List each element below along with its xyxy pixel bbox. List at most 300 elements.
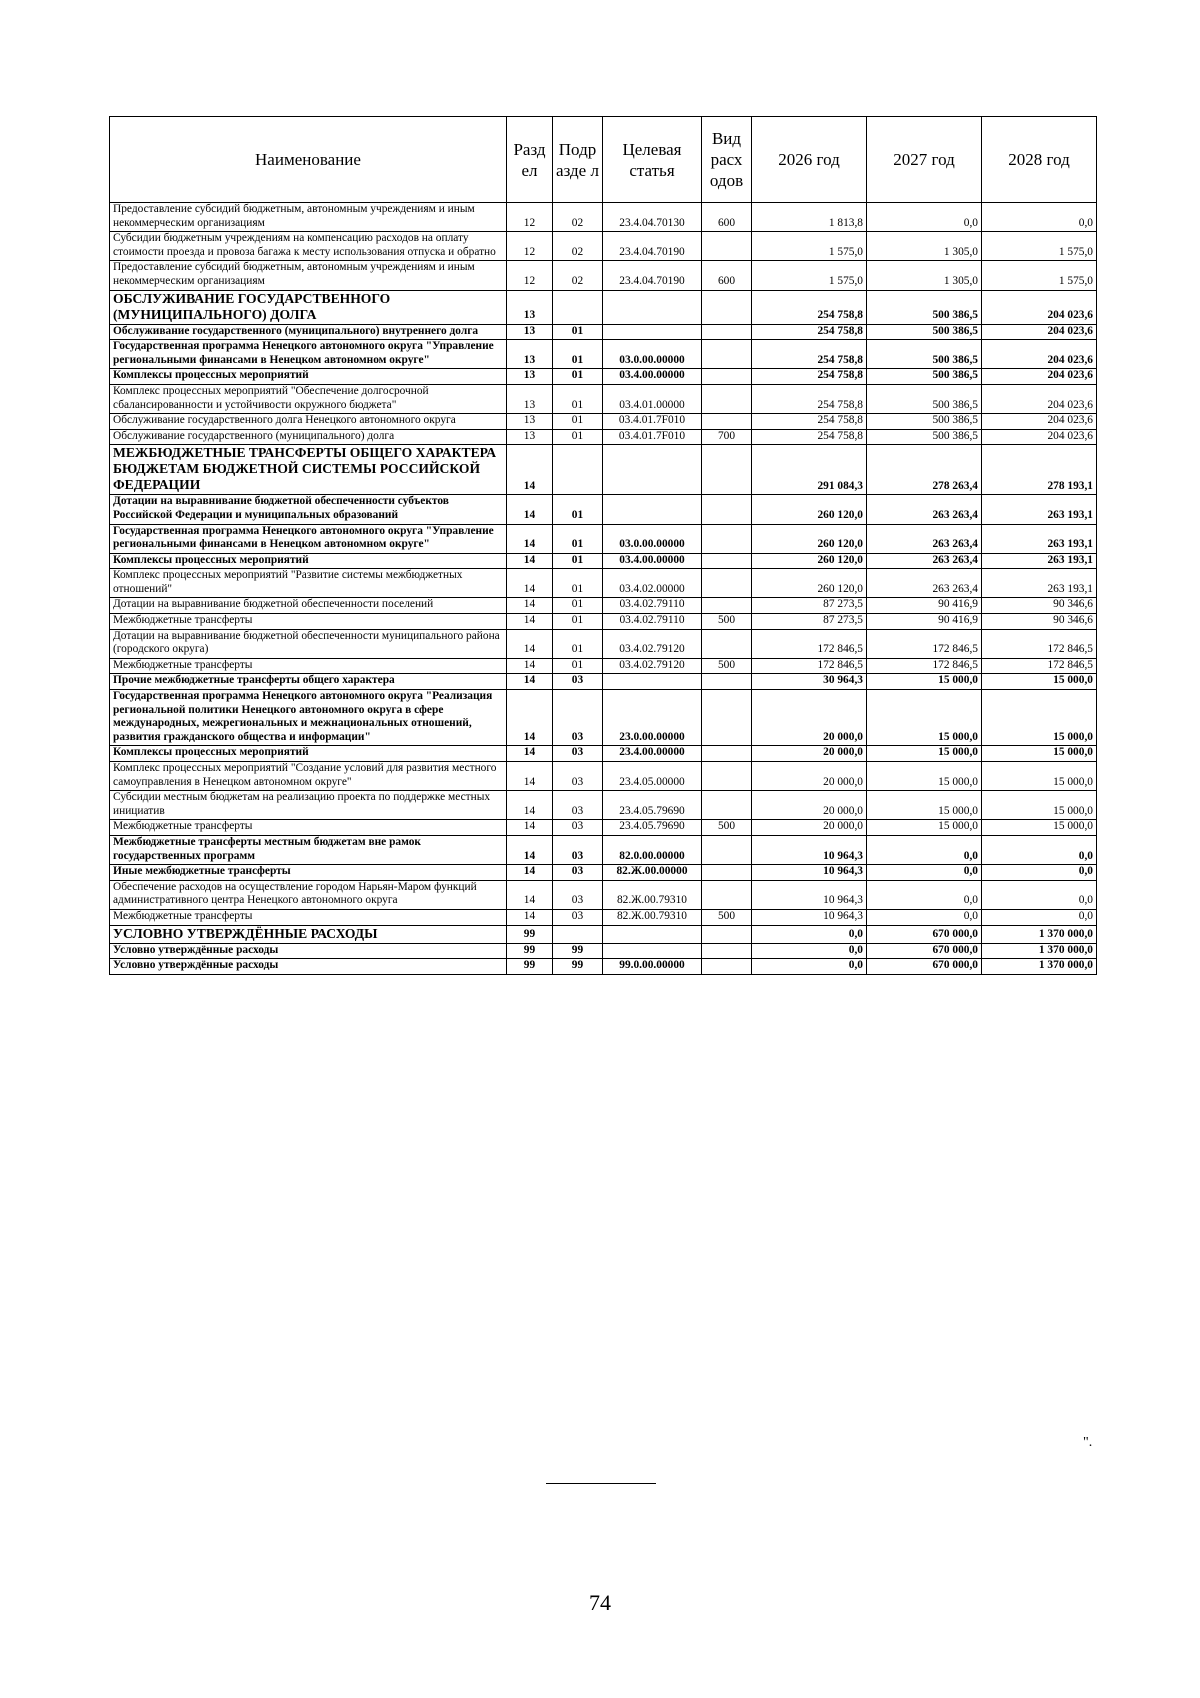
- cell-year-2028: 15 000,0: [982, 762, 1097, 791]
- cell-target-article: 03.4.02.79120: [603, 629, 702, 658]
- cell-year-2028: 1 370 000,0: [982, 943, 1097, 959]
- cell-razdel: 14: [507, 495, 553, 524]
- cell-year-2026: 0,0: [752, 959, 867, 975]
- cell-expense-type: 700: [702, 429, 752, 445]
- cell-name: Иные межбюджетные трансферты: [110, 865, 507, 881]
- table-row: [110, 943, 1097, 959]
- cell-year-2027: 15 000,0: [867, 674, 982, 690]
- table-row: [110, 865, 1097, 881]
- cell-name: Комплексы процессных мероприятий: [110, 553, 507, 569]
- cell-year-2027: 670 000,0: [867, 943, 982, 959]
- cell-name: Межбюджетные трансферты: [110, 658, 507, 674]
- cell-year-2028: 15 000,0: [982, 690, 1097, 746]
- cell-expense-type: [702, 369, 752, 385]
- cell-year-2026: 87 273,5: [752, 598, 867, 614]
- cell-podrazdel: 01: [553, 324, 603, 340]
- cell-expense-type: [702, 690, 752, 746]
- cell-year-2027: 90 416,9: [867, 598, 982, 614]
- cell-target-article: [603, 943, 702, 959]
- table-row: [110, 324, 1097, 340]
- cell-name: Субсидии местным бюджетам на реализацию проекта по поддержке местных инициатив: [110, 791, 507, 820]
- cell-razdel: 14: [507, 674, 553, 690]
- cell-expense-type: [702, 324, 752, 340]
- cell-expense-type: [702, 880, 752, 909]
- cell-expense-type: 500: [702, 909, 752, 925]
- cell-target-article: 82.0.00.00000: [603, 835, 702, 864]
- cell-podrazdel: 02: [553, 203, 603, 232]
- cell-razdel: 12: [507, 261, 553, 290]
- cell-year-2028: 0,0: [982, 203, 1097, 232]
- cell-year-2026: 1 575,0: [752, 261, 867, 290]
- cell-expense-type: [702, 791, 752, 820]
- cell-year-2027: 15 000,0: [867, 690, 982, 746]
- cell-target-article: 03.4.02.79110: [603, 598, 702, 614]
- cell-podrazdel: 01: [553, 629, 603, 658]
- cell-name: Комплекс процессных мероприятий "Развитие системы межбюджетных отношений": [110, 569, 507, 598]
- cell-target-article: 23.4.04.70190: [603, 232, 702, 261]
- cell-year-2028: 172 846,5: [982, 629, 1097, 658]
- table-row: [110, 629, 1097, 658]
- cell-year-2026: 10 964,3: [752, 835, 867, 864]
- cell-year-2028: 15 000,0: [982, 820, 1097, 836]
- cell-podrazdel: 01: [553, 553, 603, 569]
- table-row: [110, 658, 1097, 674]
- cell-year-2026: 172 846,5: [752, 629, 867, 658]
- cell-expense-type: 500: [702, 614, 752, 630]
- cell-target-article: 23.4.05.00000: [603, 762, 702, 791]
- cell-razdel: 14: [507, 791, 553, 820]
- cell-podrazdel: 03: [553, 820, 603, 836]
- cell-expense-type: [702, 835, 752, 864]
- header-podrazdel: Подр азде л: [553, 117, 603, 203]
- table-row: [110, 553, 1097, 569]
- cell-expense-type: [702, 384, 752, 413]
- cell-year-2027: 172 846,5: [867, 658, 982, 674]
- cell-razdel: 14: [507, 445, 553, 495]
- cell-razdel: 14: [507, 614, 553, 630]
- table-row: [110, 340, 1097, 369]
- cell-expense-type: 500: [702, 658, 752, 674]
- header-expense-type: Вид расх одов: [702, 117, 752, 203]
- cell-year-2028: 263 193,1: [982, 524, 1097, 553]
- cell-year-2028: 1 370 000,0: [982, 925, 1097, 943]
- cell-year-2027: 0,0: [867, 909, 982, 925]
- table-row: [110, 414, 1097, 430]
- cell-podrazdel: 01: [553, 340, 603, 369]
- cell-year-2028: 15 000,0: [982, 791, 1097, 820]
- cell-podrazdel: 02: [553, 261, 603, 290]
- cell-year-2026: 254 758,8: [752, 340, 867, 369]
- cell-expense-type: 600: [702, 261, 752, 290]
- cell-expense-type: [702, 232, 752, 261]
- cell-target-article: 03.4.01.00000: [603, 384, 702, 413]
- cell-year-2026: 10 964,3: [752, 865, 867, 881]
- cell-year-2028: 204 023,6: [982, 414, 1097, 430]
- table-row: [110, 429, 1097, 445]
- cell-podrazdel: 03: [553, 835, 603, 864]
- cell-target-article: 23.0.00.00000: [603, 690, 702, 746]
- cell-expense-type: [702, 414, 752, 430]
- cell-year-2028: 1 575,0: [982, 261, 1097, 290]
- cell-year-2026: 1 575,0: [752, 232, 867, 261]
- cell-target-article: 03.4.02.79120: [603, 658, 702, 674]
- cell-year-2027: 500 386,5: [867, 324, 982, 340]
- cell-expense-type: [702, 569, 752, 598]
- cell-year-2027: 0,0: [867, 203, 982, 232]
- cell-name: Предоставление субсидий бюджетным, автономным учреждениям и иным некоммерческим организациям: [110, 261, 507, 290]
- cell-year-2027: 263 263,4: [867, 569, 982, 598]
- cell-target-article: 23.4.05.79690: [603, 791, 702, 820]
- cell-target-article: [603, 290, 702, 324]
- cell-year-2028: 204 023,6: [982, 324, 1097, 340]
- cell-podrazdel: 99: [553, 959, 603, 975]
- cell-razdel: 99: [507, 959, 553, 975]
- cell-name: Дотации на выравнивание бюджетной обеспеченности муниципального района (городского округа): [110, 629, 507, 658]
- cell-year-2028: 0,0: [982, 865, 1097, 881]
- cell-year-2028: 204 023,6: [982, 290, 1097, 324]
- cell-year-2027: 500 386,5: [867, 340, 982, 369]
- cell-razdel: 13: [507, 384, 553, 413]
- cell-razdel: 14: [507, 820, 553, 836]
- cell-year-2027: 278 263,4: [867, 445, 982, 495]
- header-year-2028: 2028 год: [982, 117, 1097, 203]
- cell-year-2027: 15 000,0: [867, 791, 982, 820]
- cell-name: Обслуживание государственного долга Ненецкого автономного округа: [110, 414, 507, 430]
- table-header-row: [110, 117, 1097, 203]
- cell-podrazdel: 03: [553, 909, 603, 925]
- cell-year-2027: 0,0: [867, 880, 982, 909]
- cell-name: Государственная программа Ненецкого автономного округа "Управление региональными финансами в Ненецком автономном округе": [110, 524, 507, 553]
- cell-year-2027: 1 305,0: [867, 232, 982, 261]
- cell-year-2027: 500 386,5: [867, 384, 982, 413]
- cell-year-2027: 172 846,5: [867, 629, 982, 658]
- cell-podrazdel: [553, 290, 603, 324]
- cell-year-2028: 0,0: [982, 880, 1097, 909]
- header-razdel: Разд ел: [507, 117, 553, 203]
- table-row: [110, 746, 1097, 762]
- cell-expense-type: [702, 959, 752, 975]
- cell-expense-type: [702, 495, 752, 524]
- cell-name: Условно утверждённые расходы: [110, 943, 507, 959]
- cell-expense-type: 600: [702, 203, 752, 232]
- cell-name: Комплексы процессных мероприятий: [110, 746, 507, 762]
- cell-year-2026: 30 964,3: [752, 674, 867, 690]
- table-row: [110, 495, 1097, 524]
- cell-razdel: 13: [507, 369, 553, 385]
- closing-quote: ".: [1083, 1435, 1093, 1450]
- cell-razdel: 14: [507, 865, 553, 881]
- cell-target-article: 03.4.01.7F010: [603, 429, 702, 445]
- cell-razdel: 13: [507, 414, 553, 430]
- cell-name: МЕЖБЮДЖЕТНЫЕ ТРАНСФЕРТЫ ОБЩЕГО ХАРАКТЕРА БЮДЖЕТАМ БЮДЖЕТНОЙ СИСТЕМЫ РОССИЙСКОЙ ФЕДЕРАЦИИ: [110, 445, 507, 495]
- cell-razdel: 14: [507, 880, 553, 909]
- cell-target-article: 23.4.04.70130: [603, 203, 702, 232]
- cell-target-article: [603, 925, 702, 943]
- cell-name: Межбюджетные трансферты: [110, 820, 507, 836]
- cell-target-article: [603, 674, 702, 690]
- cell-target-article: 03.4.02.79110: [603, 614, 702, 630]
- cell-year-2028: 90 346,6: [982, 614, 1097, 630]
- cell-name: Комплекс процессных мероприятий "Создание условий для развития местного самоуправления в Ненецком автономном округе": [110, 762, 507, 791]
- cell-year-2028: 204 023,6: [982, 384, 1097, 413]
- cell-name: Комплексы процессных мероприятий: [110, 369, 507, 385]
- cell-name: Межбюджетные трансферты местным бюджетам вне рамок государственных программ: [110, 835, 507, 864]
- cell-razdel: 14: [507, 553, 553, 569]
- budget-table: [109, 116, 1097, 975]
- table-row: [110, 384, 1097, 413]
- cell-podrazdel: 03: [553, 674, 603, 690]
- cell-target-article: 23.4.04.70190: [603, 261, 702, 290]
- table-row: [110, 820, 1097, 836]
- cell-year-2027: 670 000,0: [867, 959, 982, 975]
- cell-year-2027: 500 386,5: [867, 290, 982, 324]
- cell-expense-type: [702, 553, 752, 569]
- cell-year-2026: 254 758,8: [752, 429, 867, 445]
- cell-target-article: 23.4.05.79690: [603, 820, 702, 836]
- cell-year-2028: 263 193,1: [982, 495, 1097, 524]
- cell-podrazdel: 01: [553, 569, 603, 598]
- cell-name: Межбюджетные трансферты: [110, 614, 507, 630]
- cell-razdel: 12: [507, 232, 553, 261]
- cell-expense-type: [702, 340, 752, 369]
- header-target-article: Целевая статья: [603, 117, 702, 203]
- table-row: [110, 290, 1097, 324]
- cell-name: Обслуживание государственного (муниципального) внутреннего долга: [110, 324, 507, 340]
- table-row: [110, 690, 1097, 746]
- cell-name: Дотации на выравнивание бюджетной обеспеченности субъектов Российской Федерации и муниципальных образований: [110, 495, 507, 524]
- header-year-2026: 2026 год: [752, 117, 867, 203]
- cell-podrazdel: 01: [553, 524, 603, 553]
- cell-year-2027: 15 000,0: [867, 762, 982, 791]
- cell-year-2026: 291 084,3: [752, 445, 867, 495]
- cell-year-2027: 263 263,4: [867, 495, 982, 524]
- separator-line: [546, 1483, 656, 1484]
- cell-year-2026: 20 000,0: [752, 791, 867, 820]
- cell-year-2027: 500 386,5: [867, 429, 982, 445]
- cell-year-2027: 15 000,0: [867, 820, 982, 836]
- cell-razdel: 14: [507, 835, 553, 864]
- cell-name: Предоставление субсидий бюджетным, автономным учреждениям и иным некоммерческим организациям: [110, 203, 507, 232]
- cell-name: Государственная программа Ненецкого автономного округа "Управление региональными финансами в Ненецком автономном округе": [110, 340, 507, 369]
- cell-year-2027: 263 263,4: [867, 553, 982, 569]
- cell-razdel: 12: [507, 203, 553, 232]
- cell-year-2028: 204 023,6: [982, 340, 1097, 369]
- table-row: [110, 835, 1097, 864]
- cell-razdel: 14: [507, 909, 553, 925]
- cell-podrazdel: 01: [553, 429, 603, 445]
- cell-podrazdel: 01: [553, 658, 603, 674]
- table-row: [110, 925, 1097, 943]
- cell-target-article: 03.4.00.00000: [603, 553, 702, 569]
- cell-podrazdel: 01: [553, 384, 603, 413]
- cell-year-2026: 254 758,8: [752, 290, 867, 324]
- table-row: [110, 369, 1097, 385]
- cell-target-article: [603, 495, 702, 524]
- cell-year-2027: 90 416,9: [867, 614, 982, 630]
- cell-year-2028: 15 000,0: [982, 746, 1097, 762]
- cell-name: Дотации на выравнивание бюджетной обеспеченности поселений: [110, 598, 507, 614]
- cell-target-article: 03.0.00.00000: [603, 340, 702, 369]
- cell-target-article: 03.0.00.00000: [603, 524, 702, 553]
- cell-target-article: 82.Ж.00.79310: [603, 880, 702, 909]
- cell-target-article: [603, 445, 702, 495]
- cell-name: ОБСЛУЖИВАНИЕ ГОСУДАРСТВЕННОГО (МУНИЦИПАЛЬНОГО) ДОЛГА: [110, 290, 507, 324]
- cell-razdel: 14: [507, 658, 553, 674]
- cell-podrazdel: [553, 925, 603, 943]
- cell-expense-type: [702, 598, 752, 614]
- cell-target-article: 23.4.00.00000: [603, 746, 702, 762]
- cell-year-2026: 20 000,0: [752, 746, 867, 762]
- cell-razdel: 14: [507, 690, 553, 746]
- table-row: [110, 232, 1097, 261]
- cell-year-2027: 1 305,0: [867, 261, 982, 290]
- cell-year-2026: 20 000,0: [752, 762, 867, 791]
- table-row: [110, 598, 1097, 614]
- cell-year-2026: 10 964,3: [752, 880, 867, 909]
- cell-year-2026: 87 273,5: [752, 614, 867, 630]
- cell-year-2028: 1 575,0: [982, 232, 1097, 261]
- cell-podrazdel: 01: [553, 369, 603, 385]
- cell-year-2028: 0,0: [982, 909, 1097, 925]
- cell-name: Обеспечение расходов на осуществление городом Нарьян-Маром функций административного центра Ненецкого автономного округа: [110, 880, 507, 909]
- table-row: [110, 569, 1097, 598]
- cell-razdel: 13: [507, 429, 553, 445]
- table-row: [110, 909, 1097, 925]
- cell-name: УСЛОВНО УТВЕРЖДЁННЫЕ РАСХОДЫ: [110, 925, 507, 943]
- header-year-2027: 2027 год: [867, 117, 982, 203]
- cell-expense-type: [702, 925, 752, 943]
- cell-podrazdel: 01: [553, 414, 603, 430]
- table-row: [110, 261, 1097, 290]
- cell-razdel: 99: [507, 925, 553, 943]
- cell-name: Субсидии бюджетным учреждениям на компенсацию расходов на оплату стоимости проезда и провоза багажа к месту использования отпуска и обратно: [110, 232, 507, 261]
- cell-name: Комплекс процессных мероприятий "Обеспечение долгосрочной сбалансированности и устойчивости окружного бюджета": [110, 384, 507, 413]
- cell-year-2028: 0,0: [982, 835, 1097, 864]
- cell-year-2026: 254 758,8: [752, 324, 867, 340]
- cell-year-2026: 20 000,0: [752, 820, 867, 836]
- cell-name: Государственная программа Ненецкого автономного округа "Реализация региональной политики Ненецкого автономного округа в сфере международных, межрегиональных и межнациональных отношений, развития гражданского общества и информации": [110, 690, 507, 746]
- table-row: [110, 762, 1097, 791]
- cell-year-2026: 254 758,8: [752, 384, 867, 413]
- cell-year-2026: 254 758,8: [752, 369, 867, 385]
- cell-name: Межбюджетные трансферты: [110, 909, 507, 925]
- cell-year-2027: 263 263,4: [867, 524, 982, 553]
- cell-expense-type: [702, 629, 752, 658]
- cell-podrazdel: 01: [553, 614, 603, 630]
- table-row: [110, 445, 1097, 495]
- cell-podrazdel: [553, 445, 603, 495]
- cell-podrazdel: 01: [553, 598, 603, 614]
- cell-target-article: 99.0.00.00000: [603, 959, 702, 975]
- cell-year-2027: 0,0: [867, 865, 982, 881]
- cell-expense-type: [702, 762, 752, 791]
- cell-year-2028: 204 023,6: [982, 429, 1097, 445]
- cell-target-article: 82.Ж.00.79310: [603, 909, 702, 925]
- cell-target-article: [603, 324, 702, 340]
- cell-year-2028: 15 000,0: [982, 674, 1097, 690]
- cell-target-article: 03.4.00.00000: [603, 369, 702, 385]
- page-number: 74: [589, 1590, 611, 1615]
- cell-razdel: 14: [507, 746, 553, 762]
- table-row: [110, 674, 1097, 690]
- cell-podrazdel: 03: [553, 880, 603, 909]
- cell-podrazdel: 03: [553, 865, 603, 881]
- table-row: [110, 524, 1097, 553]
- cell-target-article: 03.4.01.7F010: [603, 414, 702, 430]
- cell-expense-type: [702, 290, 752, 324]
- cell-podrazdel: 03: [553, 746, 603, 762]
- cell-podrazdel: 02: [553, 232, 603, 261]
- cell-year-2028: 1 370 000,0: [982, 959, 1097, 975]
- table-row: [110, 614, 1097, 630]
- cell-name: Прочие межбюджетные трансферты общего характера: [110, 674, 507, 690]
- cell-year-2028: 263 193,1: [982, 553, 1097, 569]
- cell-year-2027: 500 386,5: [867, 369, 982, 385]
- cell-year-2028: 90 346,6: [982, 598, 1097, 614]
- cell-razdel: 14: [507, 524, 553, 553]
- cell-year-2027: 500 386,5: [867, 414, 982, 430]
- table-row: [110, 880, 1097, 909]
- header-name: Наименование: [110, 117, 507, 203]
- cell-year-2026: 10 964,3: [752, 909, 867, 925]
- cell-target-article: 03.4.02.00000: [603, 569, 702, 598]
- cell-year-2026: 20 000,0: [752, 690, 867, 746]
- cell-target-article: 82.Ж.00.00000: [603, 865, 702, 881]
- table-row: [110, 791, 1097, 820]
- cell-year-2026: 260 120,0: [752, 553, 867, 569]
- cell-razdel: 99: [507, 943, 553, 959]
- cell-podrazdel: 03: [553, 690, 603, 746]
- cell-razdel: 14: [507, 598, 553, 614]
- cell-podrazdel: 01: [553, 495, 603, 524]
- cell-year-2026: 172 846,5: [752, 658, 867, 674]
- cell-year-2026: 260 120,0: [752, 569, 867, 598]
- cell-expense-type: [702, 865, 752, 881]
- cell-expense-type: [702, 674, 752, 690]
- cell-year-2026: 254 758,8: [752, 414, 867, 430]
- cell-year-2026: 260 120,0: [752, 524, 867, 553]
- cell-podrazdel: 99: [553, 943, 603, 959]
- cell-razdel: 13: [507, 324, 553, 340]
- cell-name: Условно утверждённые расходы: [110, 959, 507, 975]
- cell-year-2027: 15 000,0: [867, 746, 982, 762]
- cell-year-2028: 204 023,6: [982, 369, 1097, 385]
- cell-year-2026: 0,0: [752, 925, 867, 943]
- cell-year-2026: 0,0: [752, 943, 867, 959]
- cell-expense-type: [702, 445, 752, 495]
- table-row: [110, 203, 1097, 232]
- cell-podrazdel: 03: [553, 762, 603, 791]
- cell-year-2026: 1 813,8: [752, 203, 867, 232]
- cell-year-2028: 263 193,1: [982, 569, 1097, 598]
- cell-podrazdel: 03: [553, 791, 603, 820]
- cell-expense-type: 500: [702, 820, 752, 836]
- cell-expense-type: [702, 524, 752, 553]
- cell-expense-type: [702, 746, 752, 762]
- cell-name: Обслуживание государственного (муниципального) долга: [110, 429, 507, 445]
- cell-razdel: 13: [507, 290, 553, 324]
- cell-year-2026: 260 120,0: [752, 495, 867, 524]
- cell-year-2027: 0,0: [867, 835, 982, 864]
- cell-razdel: 14: [507, 629, 553, 658]
- cell-year-2027: 670 000,0: [867, 925, 982, 943]
- table-row: [110, 959, 1097, 975]
- cell-expense-type: [702, 943, 752, 959]
- cell-razdel: 13: [507, 340, 553, 369]
- cell-razdel: 14: [507, 569, 553, 598]
- table-body: [110, 203, 1097, 975]
- cell-year-2028: 278 193,1: [982, 445, 1097, 495]
